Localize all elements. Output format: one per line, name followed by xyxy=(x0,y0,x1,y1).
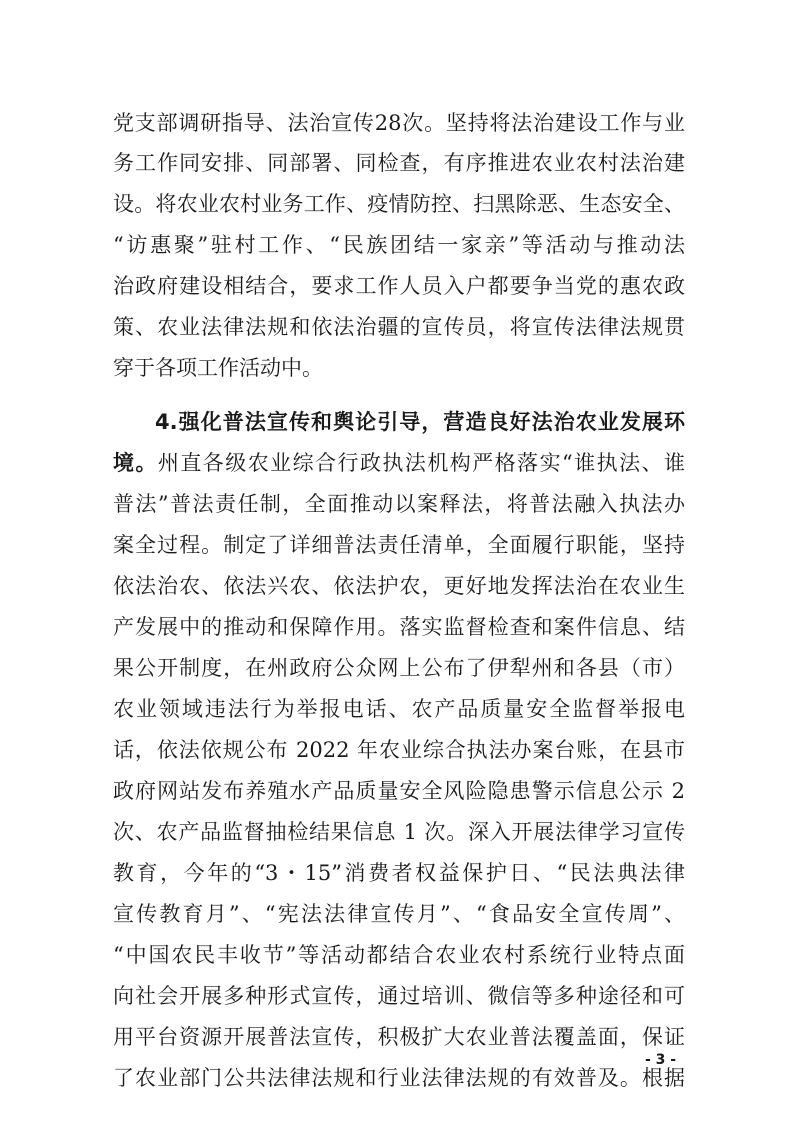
paragraph-line: 普法”普法责任制，全面推动以案释法，将普法融入执法办 xyxy=(113,492,685,516)
section-heading: 4.强化普法宣传和舆论引导，营造良好法治农业发展环 xyxy=(155,410,685,434)
paragraph-line: 教育，今年的“3・15”消费者权益保护日、“民法典法律 xyxy=(113,861,685,885)
paragraph-line: 宣传教育月”、“宪法法律宣传月”、“食品安全宣传周”、 xyxy=(113,902,685,926)
paragraph-line: 党支部调研指导、法治宣传28次。坚持将法治建设工作与业 xyxy=(113,111,685,135)
paragraph-line: 果公开制度，在州政府公众网上公布了伊犁州和各县（市） xyxy=(113,656,685,680)
paragraph-line: 设。将农业农村业务工作、疫情防控、扫黑除恶、生态安全、 xyxy=(113,192,685,216)
paragraph-line: 政府网站发布养殖水产品质量安全风险隐患警示信息公示 2 xyxy=(113,779,685,803)
section-heading-end: 境。 xyxy=(113,451,158,475)
paragraph-line: 案全过程。制定了详细普法责任清单，全面履行职能，坚持 xyxy=(113,533,685,557)
paragraph-line: 治政府建设相结合，要求工作人员入户都要争当党的惠农政 xyxy=(113,274,685,298)
paragraph-line: 向社会开展多种形式宣传，通过培训、微信等多种途径和可 xyxy=(113,984,685,1008)
paragraph-line: 策、农业法律法规和依法治疆的宣传员，将宣传法律法规贯 xyxy=(113,315,685,339)
paragraph-line: 务工作同安排、同部署、同检查，有序推进农业农村法治建 xyxy=(113,151,685,175)
paragraph-line: “访惠聚”驻村工作、“民族团结一家亲”等活动与推动法 xyxy=(113,233,685,257)
paragraph-line: 用平台资源开展普法宣传，积极扩大农业普法覆盖面，保证 xyxy=(113,1025,685,1049)
paragraph-line: 了农业部门公共法律法规和行业法律法规的有效普及。根据 xyxy=(113,1066,685,1090)
paragraph-line: “中国农民丰收节”等活动都结合农业农村系统行业特点面 xyxy=(113,943,685,967)
paragraph-line: 依法治农、依法兴农、依法护农，更好地发挥法治在农业生 xyxy=(113,574,685,598)
paragraph-line: 农业领域违法行为举报电话、农产品质量安全监督举报电 xyxy=(113,697,685,721)
paragraph-line: 次、农产品监督抽检结果信息 1 次。深入开展法律学习宣传 xyxy=(113,820,685,844)
paragraph-text: 州直各级农业综合行政执法机构严格落实“谁执法、谁 xyxy=(157,451,686,475)
paragraph-line: 穿于各项工作活动中。 xyxy=(113,356,323,380)
page-number: - 3 - xyxy=(645,1052,677,1068)
paragraph-line: 产发展中的推动和保障作用。落实监督检查和案件信息、结 xyxy=(113,615,685,639)
paragraph-line xyxy=(113,448,685,478)
paragraph-line: 话，依法依规公布 2022 年农业综合执法办案台账，在县市 xyxy=(113,738,685,762)
